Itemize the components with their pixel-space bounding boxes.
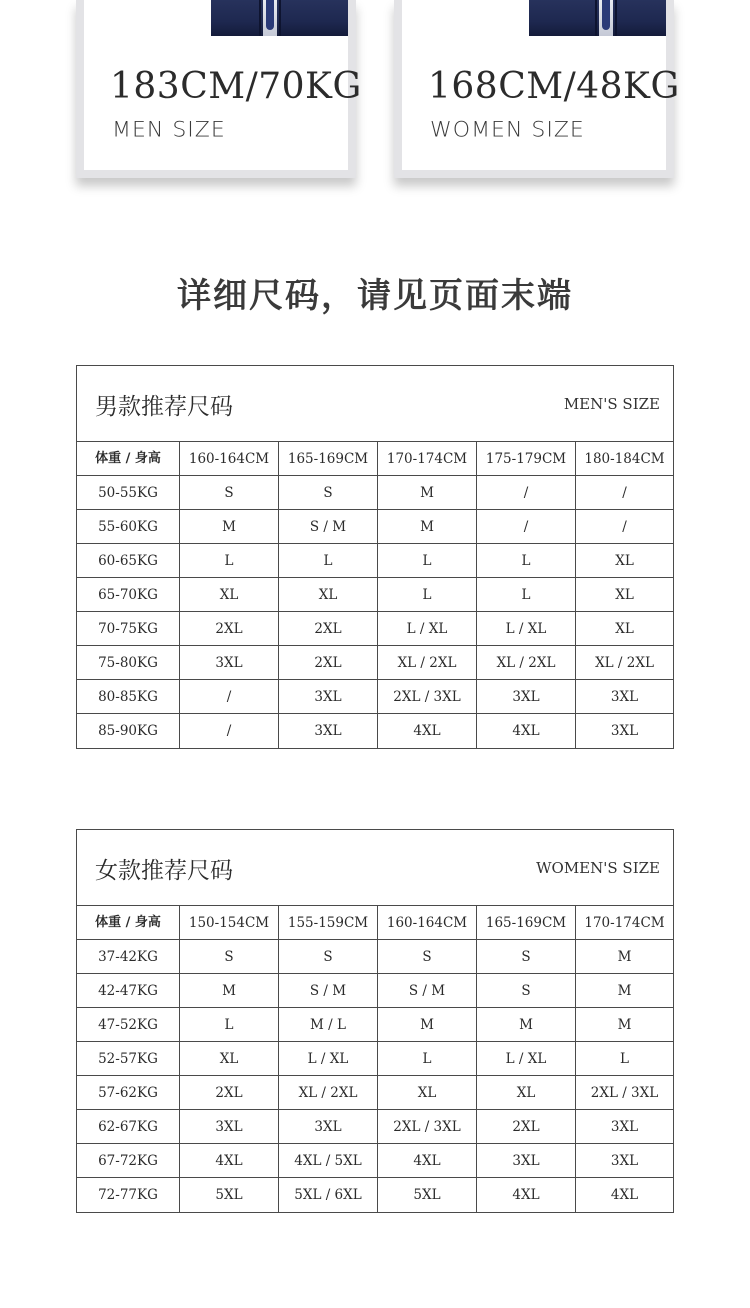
- size-cell: 3XL: [180, 1110, 279, 1144]
- size-cell: S: [279, 476, 378, 510]
- size-cell: 2XL: [180, 612, 279, 646]
- womens-size-grid: [77, 906, 673, 1212]
- size-cell: XL / 2XL: [477, 646, 576, 680]
- size-cell: M: [378, 476, 477, 510]
- size-cell: 3XL: [279, 714, 378, 748]
- size-cell: S: [180, 476, 279, 510]
- jacket-lapel: [615, 0, 617, 36]
- height-header-cell: 155-159CM: [279, 906, 378, 940]
- size-cell: 2XL / 3XL: [378, 680, 477, 714]
- size-cell: M: [378, 1008, 477, 1042]
- size-cell: 4XL: [378, 714, 477, 748]
- size-cell: M: [576, 974, 673, 1008]
- men-card-panel: [84, 0, 362, 170]
- size-cell: L / XL: [279, 1042, 378, 1076]
- mens-size-table: [76, 365, 674, 749]
- size-cell: XL: [477, 1076, 576, 1110]
- women-card-panel: [402, 0, 680, 170]
- size-cell: L: [279, 544, 378, 578]
- height-header-cell: 160-164CM: [180, 442, 279, 476]
- size-cell: S: [279, 940, 378, 974]
- size-cell: XL: [180, 578, 279, 612]
- size-cell: XL / 2XL: [378, 646, 477, 680]
- mens-table-header: [77, 366, 673, 442]
- weight-cell: 57-62KG: [77, 1076, 180, 1110]
- size-cell: 5XL: [378, 1178, 477, 1212]
- size-cell: XL / 2XL: [279, 1076, 378, 1110]
- jacket-lapel: [279, 0, 281, 36]
- size-cell: 2XL / 3XL: [378, 1110, 477, 1144]
- womens-size-table: [76, 829, 674, 1213]
- size-cell: XL / 2XL: [576, 646, 673, 680]
- size-cell: M: [477, 1008, 576, 1042]
- corner-header-cell: 体重 / 身高: [77, 906, 180, 940]
- size-cell: 2XL: [279, 646, 378, 680]
- mens-table-title: 男款推荐尺码: [95, 394, 233, 420]
- size-cell: 4XL: [477, 1178, 576, 1212]
- size-cell: L: [576, 1042, 673, 1076]
- weight-cell: 60-65KG: [77, 544, 180, 578]
- size-cell: S / M: [279, 510, 378, 544]
- weight-cell: 85-90KG: [77, 714, 180, 748]
- size-cell: /: [477, 510, 576, 544]
- weight-cell: 50-55KG: [77, 476, 180, 510]
- size-cell: /: [576, 510, 673, 544]
- size-cell: 5XL / 6XL: [279, 1178, 378, 1212]
- mens-table-subtitle: MEN'S SIZE: [563, 395, 660, 413]
- weight-cell: 80-85KG: [77, 680, 180, 714]
- size-cell: S: [180, 940, 279, 974]
- men-measurement: 183CM/70KG: [110, 66, 362, 107]
- weight-cell: 47-52KG: [77, 1008, 180, 1042]
- size-details-headline: 详细尺码，请见页面末端: [177, 276, 573, 316]
- size-cell: XL: [180, 1042, 279, 1076]
- size-cell: XL: [279, 578, 378, 612]
- weight-cell: 52-57KG: [77, 1042, 180, 1076]
- size-cell: /: [477, 476, 576, 510]
- women-size-label: WOMEN SIZE: [430, 118, 585, 143]
- size-cell: /: [576, 476, 673, 510]
- size-cell: XL: [576, 612, 673, 646]
- jacket-lapel: [595, 0, 597, 36]
- height-header-cell: 180-184CM: [576, 442, 673, 476]
- height-header-cell: 150-154CM: [180, 906, 279, 940]
- size-cell: L: [378, 544, 477, 578]
- weight-cell: 62-67KG: [77, 1110, 180, 1144]
- size-cell: 3XL: [180, 646, 279, 680]
- size-cell: 4XL: [610, 1187, 639, 1203]
- size-cell: 3XL: [477, 680, 576, 714]
- size-cell: L / XL: [378, 612, 477, 646]
- weight-cell: 72-77KG: [77, 1178, 180, 1212]
- womens-table-title: 女款推荐尺码: [95, 858, 233, 884]
- size-cell: XL: [576, 578, 673, 612]
- size-cell: 3XL: [576, 680, 673, 714]
- size-cell: 4XL: [378, 1144, 477, 1178]
- height-header-cell: 160-164CM: [378, 906, 477, 940]
- size-cell: 4XL / 5XL: [279, 1144, 378, 1178]
- womens-table-header: [77, 830, 673, 906]
- necktie: [266, 0, 274, 30]
- size-cell: L: [180, 1008, 279, 1042]
- height-header-cell: 165-169CM: [279, 442, 378, 476]
- size-cell: M: [378, 510, 477, 544]
- weight-cell: 65-70KG: [77, 578, 180, 612]
- size-cell: L: [180, 544, 279, 578]
- size-cell: 4XL: [477, 714, 576, 748]
- women-model-photo: [529, 0, 666, 36]
- height-header-cell: 175-179CM: [477, 442, 576, 476]
- women-model-card: [394, 0, 680, 178]
- size-cell: XL: [576, 544, 673, 578]
- corner-header-cell: 体重 / 身高: [77, 442, 180, 476]
- height-header-cell: 170-174CM: [378, 442, 477, 476]
- jacket-lapel: [259, 0, 261, 36]
- size-cell: M: [576, 940, 673, 974]
- height-header-cell: 165-169CM: [477, 906, 576, 940]
- size-cell: S / M: [279, 974, 378, 1008]
- size-cell: 3XL: [279, 680, 378, 714]
- size-cell: M: [576, 1008, 673, 1042]
- size-cell: /: [180, 714, 279, 748]
- size-cell: 2XL: [477, 1110, 576, 1144]
- size-cell: L / XL: [477, 1042, 576, 1076]
- size-cell: 4XL: [180, 1144, 279, 1178]
- size-cell: 3XL: [576, 1110, 673, 1144]
- size-cell: M: [180, 510, 279, 544]
- size-cell: 2XL: [279, 612, 378, 646]
- size-cell: 3XL: [477, 1144, 576, 1178]
- size-cell: 5XL: [180, 1178, 279, 1212]
- height-header-cell: 170-174CM: [576, 906, 673, 940]
- size-cell: S: [477, 974, 576, 1008]
- weight-cell: 42-47KG: [77, 974, 180, 1008]
- size-cell: S / M: [378, 974, 477, 1008]
- size-cell: 3XL: [610, 723, 639, 739]
- size-cell: L: [378, 578, 477, 612]
- men-model-photo: [211, 0, 348, 36]
- size-cell: 2XL: [180, 1076, 279, 1110]
- size-cell: S: [477, 940, 576, 974]
- weight-cell: 70-75KG: [77, 612, 180, 646]
- size-cell: 2XL / 3XL: [576, 1076, 673, 1110]
- size-cell: 3XL: [576, 1144, 673, 1178]
- size-cell: M: [180, 974, 279, 1008]
- weight-cell: 67-72KG: [77, 1144, 180, 1178]
- mens-size-grid: [77, 442, 673, 748]
- womens-table-subtitle: WOMEN'S SIZE: [536, 859, 660, 877]
- weight-cell: 55-60KG: [77, 510, 180, 544]
- size-cell: 3XL: [279, 1110, 378, 1144]
- men-model-card: [76, 0, 362, 178]
- men-size-label: MEN SIZE: [112, 118, 226, 143]
- size-cell: /: [180, 680, 279, 714]
- size-cell: L: [378, 1042, 477, 1076]
- size-cell: L / XL: [477, 612, 576, 646]
- women-measurement: 168CM/48KG: [428, 66, 680, 107]
- weight-cell: 37-42KG: [77, 940, 180, 974]
- size-cell: L: [477, 544, 576, 578]
- size-cell: M / L: [279, 1008, 378, 1042]
- size-cell: S: [378, 940, 477, 974]
- size-cell: L: [477, 578, 576, 612]
- necktie: [602, 0, 610, 30]
- weight-cell: 75-80KG: [77, 646, 180, 680]
- size-cell: XL: [378, 1076, 477, 1110]
